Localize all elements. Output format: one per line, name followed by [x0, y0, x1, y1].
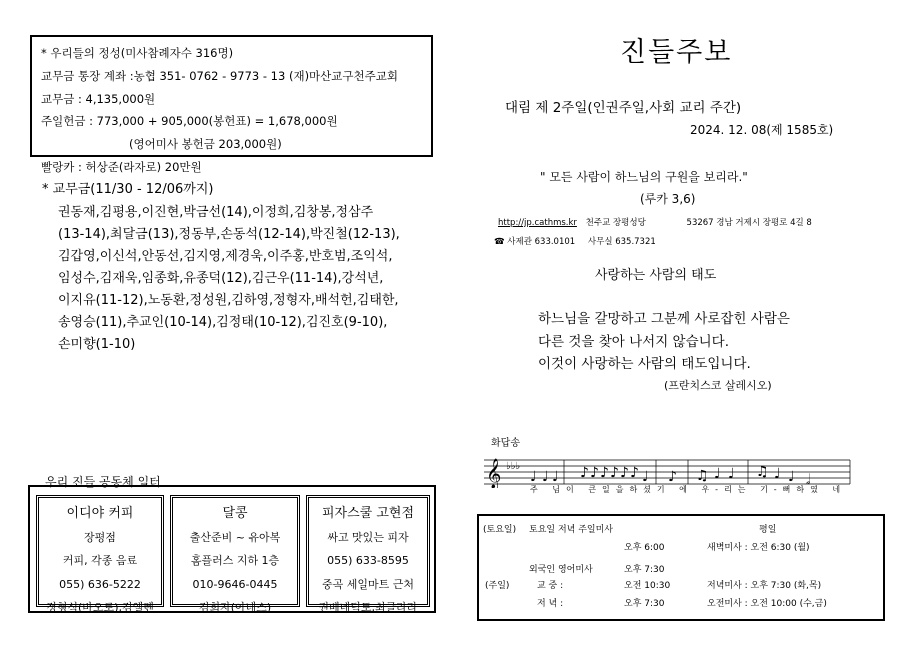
donors-list: [58, 202, 438, 356]
morning-mass: 오전미사 : 오전 10:00 (수,금): [707, 599, 827, 609]
reflection-line: 다른 것을 찾아 나서지 않습니다.: [538, 333, 729, 350]
reflection-line: 하느님을 갈망하고 그분께 사로잡힌 사람은: [538, 311, 790, 327]
shop-card: [36, 495, 164, 614]
offering-education: 교무금 : 4,135,000원: [41, 91, 156, 106]
shop-name: 이디야 커피: [66, 506, 134, 521]
hymn-label: 화답송: [491, 438, 520, 449]
svg-text:♫: ♫: [756, 464, 769, 480]
svg-text:♩: ♩: [542, 469, 549, 485]
offering-sunday: 주일헌금 : 773,000 + 905,000(봉헌표) = 1,678,000원: [41, 114, 338, 129]
svg-text:♪: ♪: [590, 465, 599, 481]
shop-name: 피자스쿨 고현점: [321, 506, 415, 521]
community-shops: [28, 485, 436, 613]
reflection-line: 이것이 사랑하는 사람의 태도입니다.: [538, 356, 751, 372]
shop-card: [170, 495, 300, 614]
reflection-title: 사랑하는 사람의 태도: [595, 268, 717, 283]
svg-text:♩: ♩: [552, 469, 559, 485]
shop-line: 장평점: [84, 530, 116, 544]
parish-url[interactable]: http://jp.cathms.kr: [498, 218, 577, 228]
svg-text:♪: ♪: [620, 465, 629, 481]
dawn-mass: 새벽미사 : 오전 6:30 (월): [707, 543, 810, 553]
parish-contact-line1: [498, 216, 812, 228]
offering-english-mass: (영어미사 봉헌금 203,000원): [129, 137, 282, 152]
parish-address: 53267 경남 거제시 장평로 4길 8: [686, 218, 812, 228]
rectory-phone: ☎ 사제관 633.0101: [494, 237, 576, 247]
mass-schedule: [477, 514, 885, 621]
shop-line: 055) 636-5222: [59, 577, 141, 591]
night-mass-label: 저 녁 :: [537, 599, 564, 609]
svg-text:♪: ♪: [600, 465, 609, 481]
donor-line: 권동재,김평용,이진현,박금선(14),이정희,김창봉,정삼주: [58, 205, 374, 220]
reflection-author: (프란치스코 살레시오): [664, 379, 772, 392]
offering-account: 교무금 통장 계좌 :농협 351- 0762 - 9773 - 13 (재)마산교구천주교회: [41, 68, 398, 83]
svg-text:♩: ♩: [788, 469, 795, 485]
flat-key-icon: ♭♭♭: [506, 461, 521, 472]
donor-line: 이지유(11-12),노동환,정성원,김하영,정형자,배석헌,김태한,: [58, 293, 399, 308]
night-mass-time: 오후 7:30: [624, 599, 665, 609]
offering-box: [30, 35, 433, 174]
parish-contact-line2: [494, 235, 656, 247]
foreign-mass-label: 외국인 영어미사: [529, 565, 593, 575]
scripture-reference: (루카 3,6): [640, 192, 696, 206]
shop-line: 김희자(아녜스): [198, 601, 272, 614]
svg-text:♩: ♩: [774, 466, 781, 482]
donors-title: * 교무금(11/30 - 12/06까지): [42, 182, 214, 197]
bulletin-title: 진들주보: [620, 37, 733, 68]
foreign-mass-time: 오후 7:30: [624, 565, 665, 575]
weekday-label: 평일: [759, 525, 777, 535]
svg-text:♪: ♪: [630, 465, 639, 481]
treble-clef-icon: 𝄞: [486, 459, 502, 488]
shop-line: 홈플러스 지하 1층: [190, 554, 280, 567]
shop-name: 달콩: [222, 506, 248, 521]
scripture-quote: " 모든 사람이 하느님의 구원을 보리라.": [540, 170, 748, 184]
shop-line: 010-9646-0445: [192, 577, 278, 591]
donor-line: (13-14),최달금(13),정동부,손동석(12-14),박진철(12-13),: [58, 227, 400, 242]
liturgical-week: 대림 제 2주일(인권주일,사회 교리 주간): [505, 100, 742, 116]
svg-text:♫: ♫: [696, 468, 709, 484]
shop-line: 정형식(바오로),김옐렌: [46, 601, 154, 614]
offering-title: * 우리들의 정성(미사참례자수 316명): [41, 46, 234, 60]
youth-mass-label: 교 중 :: [537, 581, 564, 591]
shop-line: 중곡 세일마트 근처: [321, 577, 414, 591]
hymn-lyrics: 주 님이 큰일을하셨기 에 우-리는 기-뻐하였 네: [530, 485, 847, 494]
reflection-text: [538, 308, 790, 376]
community-title: 우리 진들 공동체 일터: [45, 475, 161, 489]
shop-line: 커피, 각종 음료: [62, 554, 138, 567]
offering-cart: 빨랑카 : 허상준(라자로) 20만원: [41, 159, 202, 174]
evening-mass: 저녁미사 : 오후 7:30 (화,목): [707, 581, 822, 591]
issue-date: 2024. 12. 08(제 1585호): [690, 123, 834, 137]
svg-text:♩: ♩: [530, 469, 537, 485]
shop-line: 싸고 맛있는 피자: [327, 530, 409, 544]
svg-text:♩: ♩: [728, 466, 735, 482]
donor-line: 임성수,김재욱,임종화,유종덕(12),김근우(11-14),강석년,: [58, 271, 384, 286]
shop-line: 권베네딕토,최글라라: [318, 601, 418, 614]
svg-text:♩: ♩: [642, 469, 649, 485]
shop-line: 055) 633-8595: [327, 554, 409, 567]
shop-line: 출산준비 ~ 유아복: [189, 530, 281, 544]
donor-line: 송영승(11),추교인(10-14),김정태(10-12),김진호(9-10),: [58, 315, 388, 330]
saturday-label: (토요일): [483, 525, 517, 535]
donor-line: 손미향(1-10): [58, 337, 136, 352]
svg-text:♩: ♩: [714, 466, 721, 482]
saturday-mass: 토요일 저녁 주일미사: [529, 525, 613, 535]
svg-text:♪: ♪: [580, 465, 589, 481]
saturday-time: 오후 6:00: [624, 543, 665, 553]
youth-mass-time: 오전 10:30: [624, 581, 671, 591]
sunday-label: (주일): [485, 581, 510, 591]
svg-text:♪: ♪: [668, 469, 677, 485]
svg-text:𝅗𝅥: 𝅗𝅥: [806, 472, 811, 488]
shop-card: [306, 495, 430, 614]
svg-text:♪: ♪: [610, 465, 619, 481]
office-phone: 사무실 635.7321: [587, 237, 656, 247]
parish-name: 천주교 장평성당: [585, 218, 646, 228]
donor-line: 김갑영,이신석,안동선,김지영,제경욱,이주홍,반호범,조익석,: [58, 249, 393, 264]
music-staff: [484, 454, 854, 488]
